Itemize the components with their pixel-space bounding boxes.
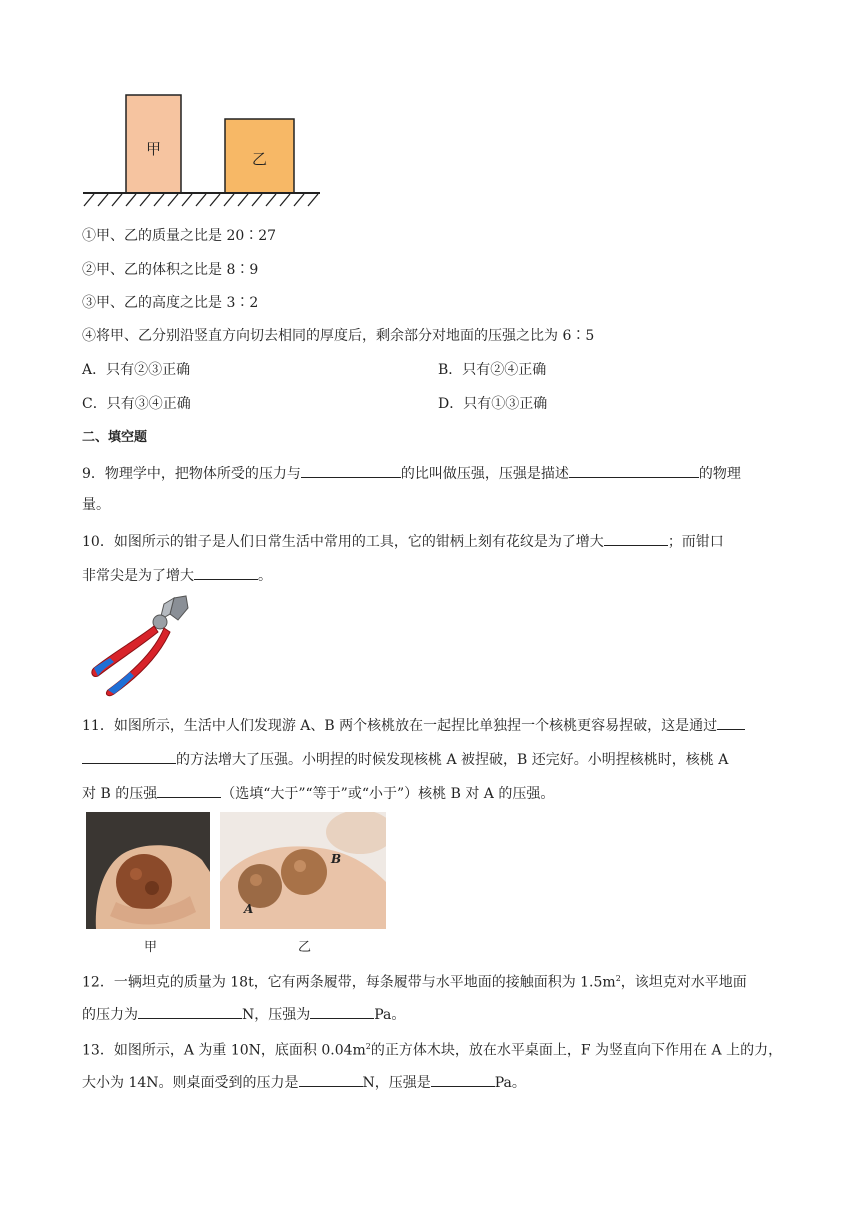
option-d: D．只有①③正确 (438, 396, 548, 412)
q13-blank-2[interactable] (431, 1071, 495, 1087)
q11-line2: 的方法增大了压强。小明捏的时候发现核桃 A 被捏破，B 还完好。小明捏核桃时，核桃 A (82, 748, 728, 770)
q10-blank-1[interactable] (604, 530, 668, 546)
q11-line1: 11．如图所示，生活中人们发现游 A、B 两个核桃放在一起捏比单独捏一个核桃更容易捏破，这是通过 (82, 714, 745, 736)
q11-blank-1b[interactable] (82, 748, 176, 764)
q13-line2: 大小为 14N。则桌面受到的压力是 N，压强是 Pa。 (82, 1071, 526, 1093)
walnut-b-label: B (331, 852, 342, 866)
q11-blank-1a[interactable] (717, 714, 745, 730)
walnut-a-label: A (244, 902, 254, 916)
q11-line3: 对 B 的压强 （选填“大于”“等于”或“小于”）核桃 B 对 A 的压强。 (82, 782, 554, 804)
statement-2: ②甲、乙的体积之比是 8∶9 (82, 262, 259, 278)
block-jia-label: 甲 (146, 140, 162, 158)
q12-line1: 12．一辆坦克的质量为 18t，它有两条履带，每条履带与水平地面的接触面积为 $1.5m^2$，该坦克对水平地面 (82, 974, 747, 991)
q10-line1: 10．如图所示的钳子是人们日常生活中常用的工具，它的钳柄上刻有花纹是为了增大 ；而钳口 (82, 530, 724, 552)
q10-blank-2[interactable] (194, 564, 258, 580)
q9-blank-1[interactable] (301, 462, 401, 478)
photo-caption-right: 乙 (298, 940, 312, 955)
option-a: A．只有②③正确 (82, 362, 191, 378)
q9-blank-2[interactable] (569, 462, 699, 478)
option-c: C．只有③④正确 (82, 396, 191, 412)
q13-blank-1[interactable] (299, 1071, 363, 1087)
q12-blank-1[interactable] (138, 1003, 242, 1019)
photo-caption-left: 甲 (144, 940, 158, 955)
q10-line2: 非常尖是为了增大 。 (82, 564, 272, 586)
walnut-photo-left (86, 812, 210, 929)
q9-line2: 量。 (82, 497, 110, 513)
q13-line1: 13．如图所示，A 为重 10N，底面积 $0.04m^2$的正方体木块，放在水平桌面上，F 为竖直向下作用在 A 上的力， (82, 1042, 783, 1059)
blocks-figure (80, 88, 325, 208)
statement-3: ③甲、乙的高度之比是 3∶2 (82, 295, 259, 311)
statement-1: ①甲、乙的质量之比是 20∶27 (82, 228, 277, 244)
pliers-image (86, 590, 192, 698)
q12-blank-2[interactable] (310, 1003, 374, 1019)
block-yi-label: 乙 (252, 150, 268, 168)
q12-line2: 的压力为 N，压强为 Pa。 (82, 1003, 405, 1025)
ground-hatch (84, 194, 318, 206)
statement-4: ④将甲、乙分别沿竖直方向切去相同的厚度后，剩余部分对地面的压强之比为 6∶5 (82, 328, 595, 344)
section-title: 二、填空题 (82, 430, 148, 445)
option-b: B．只有②④正确 (438, 362, 547, 378)
q9-line1: 9．物理学中，把物体所受的压力与 的比叫做压强，压强是描述 的物理 (82, 462, 741, 484)
q11-blank-2[interactable] (157, 782, 221, 798)
